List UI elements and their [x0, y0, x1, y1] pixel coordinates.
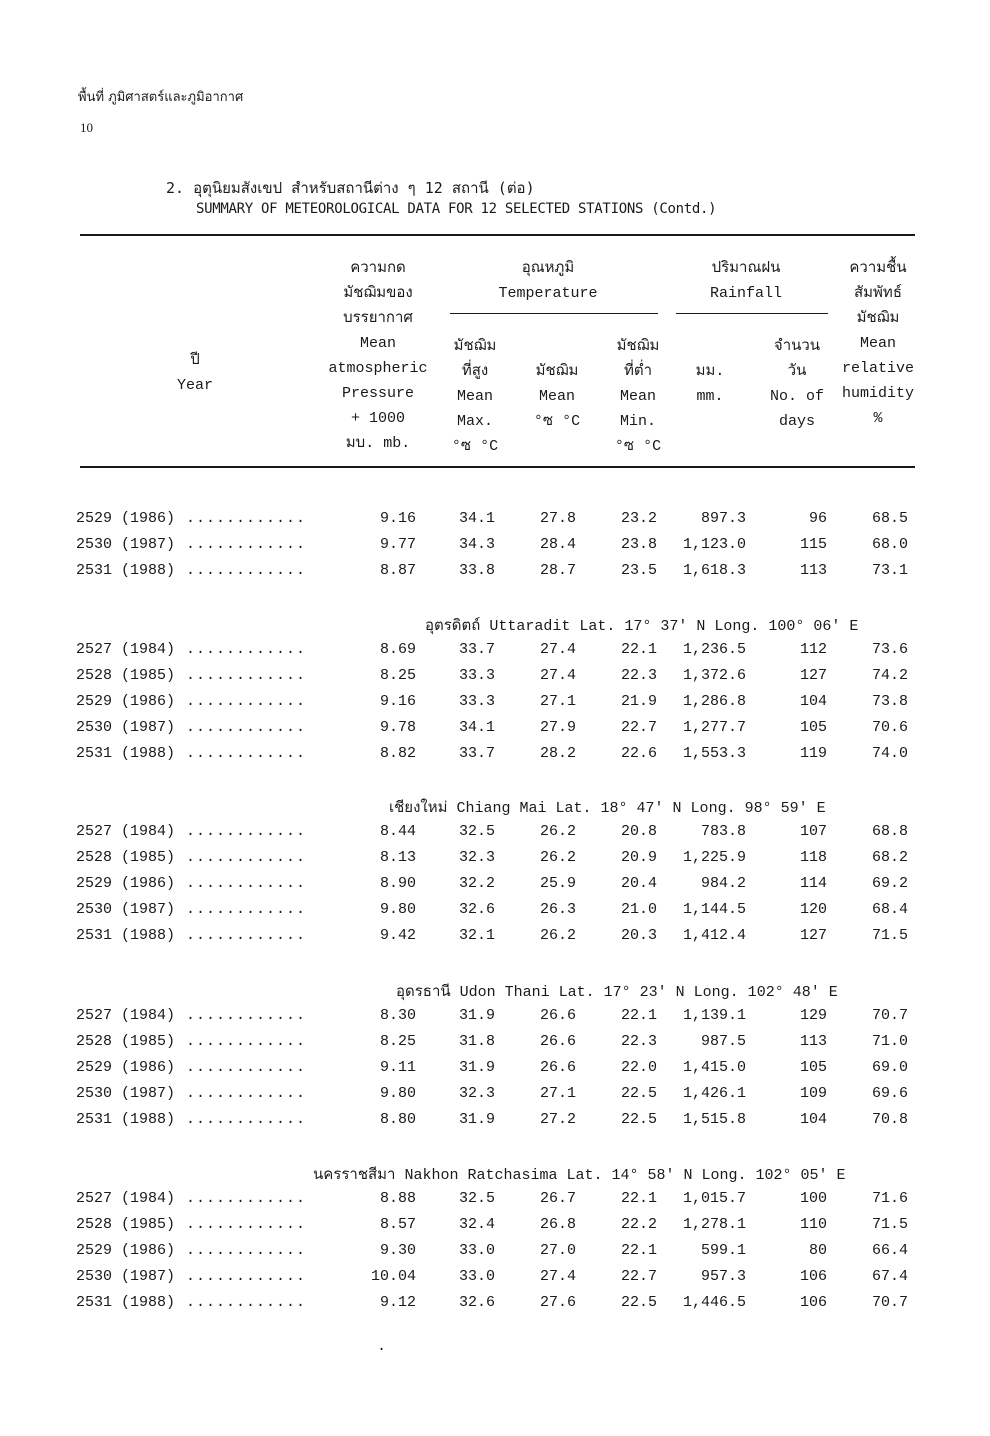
- header-bottom-rule: [80, 466, 915, 468]
- header-temperature-group: [468, 256, 628, 306]
- table-row: [0, 1268, 990, 1294]
- row-leader-dots: ............: [186, 745, 307, 762]
- header-pressure: [318, 256, 438, 456]
- row-humidity: 69.6: [871, 1085, 908, 1102]
- table-row: [0, 667, 990, 693]
- row-rain-mm: 1,415.0: [682, 1059, 746, 1076]
- row-leader-dots: ............: [186, 1268, 307, 1285]
- row-temp-mean: 27.1: [539, 693, 576, 710]
- header-line: มัชฌิม: [535, 363, 579, 380]
- row-temp-max: 34.1: [458, 719, 495, 736]
- row-leader-dots: ............: [186, 1059, 307, 1076]
- row-humidity: 70.6: [871, 719, 908, 736]
- row-rain-mm: 987.5: [700, 1033, 746, 1050]
- row-leader-dots: ............: [186, 1033, 307, 1050]
- row-pressure: 9.30: [379, 1242, 416, 1259]
- header-line: ความกด: [350, 260, 406, 277]
- row-humidity: 73.8: [871, 693, 908, 710]
- row-temp-min: 20.4: [620, 875, 657, 892]
- row-temp-mean: 28.2: [539, 745, 576, 762]
- row-pressure: 8.25: [379, 667, 416, 684]
- row-rain-mm: 1,553.3: [682, 745, 746, 762]
- table-row: [0, 562, 990, 588]
- row-year: 2527 (1984): [76, 823, 176, 840]
- row-temp-min: 20.9: [620, 849, 657, 866]
- row-temp-mean: 27.0: [539, 1242, 576, 1259]
- row-temp-mean: 28.4: [539, 536, 576, 553]
- row-rain-mm: 1,139.1: [682, 1007, 746, 1024]
- row-temp-min: 23.8: [620, 536, 657, 553]
- header-line: No. of: [769, 388, 824, 405]
- row-pressure: 8.44: [379, 823, 416, 840]
- row-temp-mean: 27.6: [539, 1294, 576, 1311]
- row-humidity: 71.6: [871, 1190, 908, 1207]
- row-humidity: 71.5: [871, 1216, 908, 1233]
- row-temp-mean: 26.2: [539, 849, 576, 866]
- station-heading: อุตรดิตถ์ Uttaradit Lat. 17° 37' N Long. 100° 06' E: [425, 618, 859, 635]
- footer-dot: .: [377, 1338, 387, 1355]
- row-temp-mean: 26.2: [539, 823, 576, 840]
- table-row: [0, 693, 990, 719]
- row-temp-min: 22.6: [620, 745, 657, 762]
- table-row: [0, 510, 990, 536]
- row-rain-mm: 957.3: [700, 1268, 746, 1285]
- row-pressure: 9.80: [379, 901, 416, 918]
- row-humidity: 67.4: [871, 1268, 908, 1285]
- row-humidity: 74.0: [871, 745, 908, 762]
- table-row: [0, 641, 990, 667]
- row-rain-mm: 599.1: [700, 1242, 746, 1259]
- row-pressure: 8.13: [379, 849, 416, 866]
- header-rain-mm: [680, 359, 740, 409]
- table-row: [0, 1085, 990, 1111]
- row-year: 2530 (1987): [76, 719, 176, 736]
- row-leader-dots: ............: [186, 1085, 307, 1102]
- row-year: 2530 (1987): [76, 1085, 176, 1102]
- row-year: 2528 (1985): [76, 1033, 176, 1050]
- row-temp-min: 21.9: [620, 693, 657, 710]
- row-temp-max: 33.0: [458, 1242, 495, 1259]
- row-temp-mean: 27.2: [539, 1111, 576, 1128]
- row-rain-days: 113: [799, 1033, 827, 1050]
- row-year: 2528 (1985): [76, 667, 176, 684]
- row-temp-min: 22.1: [620, 1190, 657, 1207]
- table-row: [0, 1216, 990, 1242]
- header-line: ปี: [190, 352, 200, 369]
- table-title-thai: 2. อุตุนิยมสังเขป สำหรับสถานีต่าง ๆ 12 สถานี (ต่อ): [166, 179, 535, 197]
- row-rain-days: 100: [799, 1190, 827, 1207]
- row-pressure: 8.30: [379, 1007, 416, 1024]
- row-humidity: 66.4: [871, 1242, 908, 1259]
- row-temp-mean: 27.4: [539, 667, 576, 684]
- table-row: [0, 927, 990, 953]
- row-humidity: 69.2: [871, 875, 908, 892]
- header-line: Mean: [359, 335, 396, 352]
- row-leader-dots: ............: [186, 927, 307, 944]
- row-temp-min: 22.1: [620, 1007, 657, 1024]
- row-temp-max: 32.6: [458, 1294, 495, 1311]
- header-line: Pressure: [341, 385, 414, 402]
- row-year: 2530 (1987): [76, 901, 176, 918]
- row-humidity: 71.5: [871, 927, 908, 944]
- row-pressure: 8.82: [379, 745, 416, 762]
- row-rain-mm: 984.2: [700, 875, 746, 892]
- header-line: Temperature: [498, 285, 598, 302]
- header-line: ที่ต่ำ: [623, 363, 653, 380]
- row-rain-days: 113: [799, 562, 827, 579]
- row-pressure: 9.80: [379, 1085, 416, 1102]
- page-number: 10: [80, 120, 93, 135]
- row-temp-min: 22.7: [620, 1268, 657, 1285]
- header-rainfall-group: [676, 256, 816, 306]
- row-year: 2529 (1986): [76, 1242, 176, 1259]
- header-line: Mean: [456, 388, 493, 405]
- row-rain-mm: 1,277.7: [682, 719, 746, 736]
- table-row: [0, 1033, 990, 1059]
- row-leader-dots: ............: [186, 1007, 307, 1024]
- row-leader-dots: ............: [186, 562, 307, 579]
- table-row: [0, 823, 990, 849]
- row-leader-dots: ............: [186, 641, 307, 658]
- row-rain-days: 119: [799, 745, 827, 762]
- row-temp-mean: 26.3: [539, 901, 576, 918]
- row-rain-days: 127: [799, 927, 827, 944]
- row-leader-dots: ............: [186, 1190, 307, 1207]
- row-pressure: 9.16: [379, 693, 416, 710]
- row-pressure: 8.80: [379, 1111, 416, 1128]
- row-temp-max: 32.3: [458, 849, 495, 866]
- row-rain-mm: 1,515.8: [682, 1111, 746, 1128]
- header-line: Max.: [456, 413, 493, 430]
- header-year: [150, 348, 240, 398]
- row-year: 2530 (1987): [76, 536, 176, 553]
- header-line: ปริมาณฝน: [711, 260, 781, 277]
- row-rain-mm: 1,225.9: [682, 849, 746, 866]
- row-rain-mm: 1,236.5: [682, 641, 746, 658]
- header-line: °ซ °C: [451, 438, 499, 455]
- row-humidity: 69.0: [871, 1059, 908, 1076]
- row-humidity: 73.6: [871, 641, 908, 658]
- header-line: Min.: [619, 413, 656, 430]
- station-heading: นครราชสีมา Nakhon Ratchasima Lat. 14° 58' N Long. 102° 05' E: [313, 1167, 846, 1184]
- temperature-group-rule: [450, 313, 658, 314]
- row-leader-dots: ............: [186, 1216, 307, 1233]
- header-line: มัชฌิม: [616, 338, 660, 355]
- row-temp-mean: 26.6: [539, 1033, 576, 1050]
- table-row: [0, 901, 990, 927]
- row-pressure: 8.69: [379, 641, 416, 658]
- row-year: 2527 (1984): [76, 641, 176, 658]
- row-rain-mm: 1,278.1: [682, 1216, 746, 1233]
- table-row: [0, 745, 990, 771]
- table-row: [0, 875, 990, 901]
- header-line: มม.: [695, 363, 725, 380]
- row-temp-max: 31.9: [458, 1059, 495, 1076]
- table-row: [0, 1059, 990, 1085]
- row-rain-days: 120: [799, 901, 827, 918]
- row-temp-min: 22.1: [620, 641, 657, 658]
- row-temp-max: 32.6: [458, 901, 495, 918]
- row-temp-max: 34.3: [458, 536, 495, 553]
- row-humidity: 73.1: [871, 562, 908, 579]
- header-line: atmospheric: [328, 360, 428, 377]
- row-year: 2531 (1988): [76, 1294, 176, 1311]
- header-line: Mean: [859, 335, 896, 352]
- row-year: 2531 (1988): [76, 927, 176, 944]
- row-temp-mean: 27.1: [539, 1085, 576, 1102]
- row-year: 2528 (1985): [76, 849, 176, 866]
- row-pressure: 8.25: [379, 1033, 416, 1050]
- row-rain-mm: 1,144.5: [682, 901, 746, 918]
- row-temp-min: 22.7: [620, 719, 657, 736]
- header-line: ที่สูง: [461, 363, 489, 380]
- row-rain-mm: 1,123.0: [682, 536, 746, 553]
- row-temp-max: 31.9: [458, 1111, 495, 1128]
- header-line: มัชฌิม: [453, 338, 497, 355]
- station-heading: เชียงใหม่ Chiang Mai Lat. 18° 47' N Long. 98° 59' E: [389, 800, 826, 817]
- row-rain-mm: 783.8: [700, 823, 746, 840]
- row-temp-mean: 27.9: [539, 719, 576, 736]
- row-year: 2531 (1988): [76, 745, 176, 762]
- row-temp-max: 33.0: [458, 1268, 495, 1285]
- header-line: มบ. mb.: [345, 435, 411, 452]
- table-title-english: SUMMARY OF METEOROLOGICAL DATA FOR 12 SELECTED STATIONS (Contd.): [196, 201, 717, 217]
- row-temp-min: 23.2: [620, 510, 657, 527]
- row-temp-max: 32.3: [458, 1085, 495, 1102]
- row-temp-max: 32.4: [458, 1216, 495, 1233]
- header-line: humidity: [841, 385, 914, 402]
- row-rain-mm: 1,446.5: [682, 1294, 746, 1311]
- row-temp-min: 22.3: [620, 1033, 657, 1050]
- row-rain-days: 110: [799, 1216, 827, 1233]
- row-rain-days: 129: [799, 1007, 827, 1024]
- header-line: days: [778, 413, 815, 430]
- row-temp-min: 23.5: [620, 562, 657, 579]
- row-pressure: 10.04: [370, 1268, 416, 1285]
- row-rain-days: 114: [799, 875, 827, 892]
- row-rain-days: 106: [799, 1268, 827, 1285]
- row-year: 2527 (1984): [76, 1007, 176, 1024]
- row-temp-min: 22.5: [620, 1294, 657, 1311]
- row-pressure: 8.90: [379, 875, 416, 892]
- row-leader-dots: ............: [186, 901, 307, 918]
- row-temp-min: 22.5: [620, 1085, 657, 1102]
- rainfall-group-rule: [676, 313, 828, 314]
- row-rain-days: 115: [799, 536, 827, 553]
- row-pressure: 9.16: [379, 510, 416, 527]
- row-temp-min: 22.3: [620, 667, 657, 684]
- row-rain-days: 107: [799, 823, 827, 840]
- header-line: %: [873, 410, 883, 427]
- header-line: มัชฌิม: [856, 310, 900, 327]
- row-temp-max: 32.1: [458, 927, 495, 944]
- row-humidity: 70.7: [871, 1294, 908, 1311]
- row-pressure: 8.88: [379, 1190, 416, 1207]
- header-line: อุณหภูมิ: [521, 260, 575, 277]
- row-temp-mean: 28.7: [539, 562, 576, 579]
- table-row: [0, 1111, 990, 1137]
- row-pressure: 9.11: [379, 1059, 416, 1076]
- row-temp-min: 22.2: [620, 1216, 657, 1233]
- table-row: [0, 536, 990, 562]
- row-leader-dots: ............: [186, 1111, 307, 1128]
- row-leader-dots: ............: [186, 693, 307, 710]
- row-temp-max: 31.8: [458, 1033, 495, 1050]
- row-temp-min: 20.8: [620, 823, 657, 840]
- header-line: °ซ °C: [614, 438, 662, 455]
- row-leader-dots: ............: [186, 719, 307, 736]
- row-temp-max: 33.8: [458, 562, 495, 579]
- row-pressure: 9.42: [379, 927, 416, 944]
- header-temp-mean: [522, 359, 592, 434]
- table-row: [0, 1294, 990, 1320]
- header-line: Mean: [538, 388, 575, 405]
- header-rain-days: [762, 334, 832, 434]
- row-rain-mm: 1,372.6: [682, 667, 746, 684]
- header-line: ความชื้น: [849, 260, 907, 277]
- header-line: วัน: [787, 363, 807, 380]
- row-temp-min: 20.3: [620, 927, 657, 944]
- row-temp-mean: 27.8: [539, 510, 576, 527]
- row-temp-mean: 26.8: [539, 1216, 576, 1233]
- row-rain-mm: 1,015.7: [682, 1190, 746, 1207]
- row-humidity: 68.5: [871, 510, 908, 527]
- table-row: [0, 1242, 990, 1268]
- row-temp-min: 22.0: [620, 1059, 657, 1076]
- row-leader-dots: ............: [186, 667, 307, 684]
- header-humidity: [826, 256, 930, 431]
- row-temp-mean: 27.4: [539, 1268, 576, 1285]
- header-line: °ซ °C: [533, 413, 581, 430]
- row-temp-mean: 26.7: [539, 1190, 576, 1207]
- row-year: 2528 (1985): [76, 1216, 176, 1233]
- row-temp-mean: 26.6: [539, 1007, 576, 1024]
- header-line: Year: [176, 377, 213, 394]
- row-temp-max: 33.3: [458, 667, 495, 684]
- table-row: [0, 849, 990, 875]
- row-pressure: 9.78: [379, 719, 416, 736]
- header-line: Mean: [619, 388, 656, 405]
- row-rain-days: 118: [799, 849, 827, 866]
- row-humidity: 68.4: [871, 901, 908, 918]
- row-year: 2527 (1984): [76, 1190, 176, 1207]
- row-rain-days: 104: [799, 1111, 827, 1128]
- row-humidity: 70.8: [871, 1111, 908, 1128]
- row-temp-mean: 25.9: [539, 875, 576, 892]
- row-rain-mm: 1,426.1: [682, 1085, 746, 1102]
- row-year: 2530 (1987): [76, 1268, 176, 1285]
- running-head: พื้นที่ ภูมิศาสตร์และภูมิอากาศ: [78, 90, 244, 105]
- row-rain-days: 106: [799, 1294, 827, 1311]
- row-temp-mean: 26.2: [539, 927, 576, 944]
- row-rain-days: 105: [799, 1059, 827, 1076]
- row-leader-dots: ............: [186, 849, 307, 866]
- row-temp-max: 32.5: [458, 823, 495, 840]
- row-pressure: 9.77: [379, 536, 416, 553]
- row-rain-days: 112: [799, 641, 827, 658]
- row-leader-dots: ............: [186, 1294, 307, 1311]
- row-temp-max: 32.2: [458, 875, 495, 892]
- header-line: จำนวน: [773, 338, 821, 355]
- row-leader-dots: ............: [186, 1242, 307, 1259]
- header-line: บรรยากาศ: [343, 310, 413, 327]
- row-temp-max: 31.9: [458, 1007, 495, 1024]
- row-rain-days: 105: [799, 719, 827, 736]
- row-pressure: 9.12: [379, 1294, 416, 1311]
- row-rain-mm: 1,618.3: [682, 562, 746, 579]
- row-rain-mm: 1,412.4: [682, 927, 746, 944]
- row-temp-min: 22.1: [620, 1242, 657, 1259]
- row-pressure: 8.87: [379, 562, 416, 579]
- row-temp-min: 21.0: [620, 901, 657, 918]
- row-year: 2531 (1988): [76, 562, 176, 579]
- row-temp-max: 33.7: [458, 745, 495, 762]
- row-humidity: 68.2: [871, 849, 908, 866]
- header-temp-max: [440, 334, 510, 459]
- row-temp-mean: 27.4: [539, 641, 576, 658]
- row-humidity: 74.2: [871, 667, 908, 684]
- row-humidity: 71.0: [871, 1033, 908, 1050]
- row-rain-days: 104: [799, 693, 827, 710]
- row-temp-max: 34.1: [458, 510, 495, 527]
- row-temp-min: 22.5: [620, 1111, 657, 1128]
- header-line: Rainfall: [709, 285, 782, 302]
- row-leader-dots: ............: [186, 536, 307, 553]
- row-leader-dots: ............: [186, 823, 307, 840]
- header-line: มัชฌิมของ: [343, 285, 413, 302]
- row-year: 2529 (1986): [76, 1059, 176, 1076]
- row-year: 2529 (1986): [76, 875, 176, 892]
- header-line: relative: [841, 360, 914, 377]
- table-row: [0, 1190, 990, 1216]
- row-leader-dots: ............: [186, 875, 307, 892]
- row-rain-mm: 897.3: [700, 510, 746, 527]
- row-rain-days: 109: [799, 1085, 827, 1102]
- row-rain-days: 96: [808, 510, 827, 527]
- row-pressure: 8.57: [379, 1216, 416, 1233]
- row-rain-days: 127: [799, 667, 827, 684]
- station-heading: อุดรธานี Udon Thani Lat. 17° 23' N Long. 102° 48' E: [396, 984, 838, 1001]
- header-line: สัมพัทธ์: [854, 285, 902, 302]
- row-humidity: 68.8: [871, 823, 908, 840]
- row-temp-max: 33.7: [458, 641, 495, 658]
- row-temp-max: 33.3: [458, 693, 495, 710]
- header-top-rule: [80, 234, 915, 236]
- table-row: [0, 1007, 990, 1033]
- header-line: + 1000: [350, 410, 405, 427]
- row-temp-max: 32.5: [458, 1190, 495, 1207]
- row-rain-days: 80: [808, 1242, 827, 1259]
- row-humidity: 68.0: [871, 536, 908, 553]
- row-year: 2531 (1988): [76, 1111, 176, 1128]
- row-rain-mm: 1,286.8: [682, 693, 746, 710]
- row-humidity: 70.7: [871, 1007, 908, 1024]
- row-temp-mean: 26.6: [539, 1059, 576, 1076]
- table-row: [0, 719, 990, 745]
- header-line: mm.: [696, 388, 724, 405]
- row-year: 2529 (1986): [76, 693, 176, 710]
- row-leader-dots: ............: [186, 510, 307, 527]
- header-temp-min: [603, 334, 673, 459]
- row-year: 2529 (1986): [76, 510, 176, 527]
